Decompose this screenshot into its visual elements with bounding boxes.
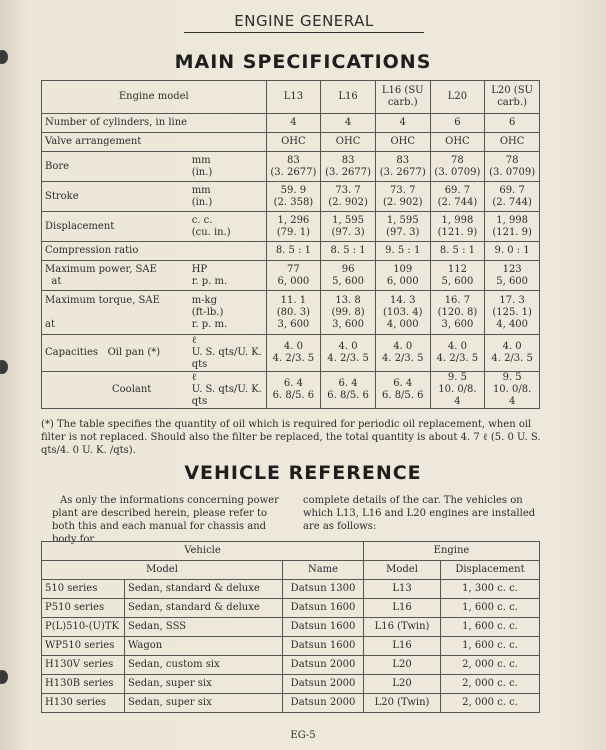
cell: 9. 5 : 1 bbox=[375, 242, 430, 261]
cell: 9. 0 : 1 bbox=[485, 242, 540, 261]
row-label bbox=[42, 335, 189, 372]
row-label: Bore bbox=[42, 152, 189, 182]
cell: 4 bbox=[375, 114, 430, 133]
row-label: Compression ratio bbox=[42, 242, 267, 261]
label: Capacities bbox=[45, 347, 99, 358]
table-row bbox=[42, 212, 540, 242]
vehicle-name: Datsun 2000 bbox=[283, 694, 364, 713]
vehicle-series: P510 series bbox=[42, 599, 125, 618]
column-header: Model bbox=[364, 561, 441, 580]
table-row bbox=[42, 335, 540, 372]
cell: 17. 3 (125. 1) 4, 400 bbox=[485, 291, 540, 335]
cell: OHC bbox=[321, 133, 376, 152]
cell: 9. 5 10. 0/8. 4 bbox=[485, 372, 540, 409]
cell: 1, 998 (121. 9) bbox=[485, 212, 540, 242]
section-header: ENGINE GENERAL bbox=[184, 12, 424, 33]
cell: 4. 0 4. 2/3. 5 bbox=[430, 335, 485, 372]
engine-model-header: Engine model bbox=[42, 81, 267, 114]
label: at bbox=[45, 318, 55, 330]
unit: r. p. m. bbox=[191, 275, 228, 287]
cell: 6. 4 6. 8/5. 6 bbox=[266, 372, 321, 409]
cell: 73. 7 (2. 902) bbox=[321, 182, 376, 212]
model-header: L20 bbox=[430, 81, 485, 114]
cell: 112 5, 600 bbox=[430, 261, 485, 291]
table-row bbox=[42, 561, 540, 580]
unit-cell bbox=[189, 372, 266, 409]
intro-paragraph-right: complete details of the car. The vehicles on which L13, L16 and L20 engines are installed are as follows: bbox=[303, 495, 536, 532]
engine-displacement: 1, 600 c. c. bbox=[441, 637, 540, 656]
cell: 6. 4 6. 8/5. 6 bbox=[375, 372, 430, 409]
main-specifications-table bbox=[41, 80, 540, 409]
vehicle-body: Sedan, custom six bbox=[125, 656, 283, 675]
table-row bbox=[42, 372, 540, 409]
vehicle-name: Datsun 1300 bbox=[283, 580, 364, 599]
vehicle-series: H130V series bbox=[42, 656, 125, 675]
engine-displacement: 2, 000 c. c. bbox=[441, 694, 540, 713]
cell: 78 (3. 0709) bbox=[430, 152, 485, 182]
vehicle-body: Sedan, SSS bbox=[125, 618, 283, 637]
vehicle-series: H130 series bbox=[42, 694, 125, 713]
table-row bbox=[42, 133, 540, 152]
table-row bbox=[42, 656, 540, 675]
page-number: EG-5 bbox=[290, 730, 316, 741]
engine-displacement: 1, 600 c. c. bbox=[441, 599, 540, 618]
cell: 78 (3. 0709) bbox=[485, 152, 540, 182]
unit: U. S. qts/U. K. qts bbox=[191, 347, 262, 370]
engine-model: L20 (Twin) bbox=[364, 694, 441, 713]
engine-model: L16 bbox=[364, 599, 441, 618]
cell: 73. 7 (2. 902) bbox=[375, 182, 430, 212]
cell: 1, 998 (121. 9) bbox=[430, 212, 485, 242]
cell: 8. 5 : 1 bbox=[321, 242, 376, 261]
label: Maximum power, SAE bbox=[45, 263, 157, 275]
cell: 96 5, 600 bbox=[321, 261, 376, 291]
engine-model: L16 bbox=[364, 637, 441, 656]
table-row bbox=[42, 618, 540, 637]
engine-displacement: 2, 000 c. c. bbox=[441, 656, 540, 675]
vehicle-name: Datsun 1600 bbox=[283, 637, 364, 656]
table-row bbox=[42, 542, 540, 561]
column-header: Displacement bbox=[441, 561, 540, 580]
column-header: Name bbox=[283, 561, 364, 580]
vehicle-series: H130B series bbox=[42, 675, 125, 694]
cell: 123 5, 600 bbox=[485, 261, 540, 291]
cell: 109 6, 000 bbox=[375, 261, 430, 291]
vehicle-name: Datsun 1600 bbox=[283, 599, 364, 618]
cell: 9. 5 10. 0/8. 4 bbox=[430, 372, 485, 409]
engine-model: L16 (Twin) bbox=[364, 618, 441, 637]
vehicle-series: P(L)510-(U)TK bbox=[42, 618, 125, 637]
cell: 83 (3. 2677) bbox=[375, 152, 430, 182]
vehicle-reference-title: VEHICLE REFERENCE bbox=[184, 462, 422, 484]
cell: 83 (3. 2677) bbox=[321, 152, 376, 182]
cell: OHC bbox=[485, 133, 540, 152]
unit: HP bbox=[191, 263, 208, 275]
unit: ℓ bbox=[191, 372, 197, 383]
unit: ℓ bbox=[191, 335, 197, 346]
row-label bbox=[42, 291, 189, 335]
vehicle-body: Sedan, super six bbox=[125, 694, 283, 713]
unit: U. S. qts/U. K. qts bbox=[191, 384, 262, 407]
unit: r. p. m. bbox=[191, 318, 228, 330]
unit: (ft-lb.) bbox=[191, 306, 224, 318]
table-row bbox=[42, 291, 540, 335]
unit-cell bbox=[189, 152, 266, 182]
cell: OHC bbox=[430, 133, 485, 152]
table-row bbox=[42, 261, 540, 291]
cell: 8. 5 : 1 bbox=[430, 242, 485, 261]
model-header: L16 bbox=[321, 81, 376, 114]
cell: 6 bbox=[430, 114, 485, 133]
cell: 4. 0 4. 2/3. 5 bbox=[375, 335, 430, 372]
row-label: Displacement bbox=[42, 212, 189, 242]
unit: mm bbox=[191, 184, 211, 196]
model-header: L16 (SU carb.) bbox=[375, 81, 430, 114]
vehicle-series: WP510 series bbox=[42, 637, 125, 656]
table-row bbox=[42, 114, 540, 133]
table-row bbox=[42, 694, 540, 713]
label: Oil pan (*) bbox=[107, 347, 161, 358]
cell: 14. 3 (103. 4) 4, 000 bbox=[375, 291, 430, 335]
vehicle-body: Wagon bbox=[125, 637, 283, 656]
intro-paragraph-left: As only the informations concerning power plant are described herein, please refer to both this and each manual for chassis and body for bbox=[52, 495, 279, 545]
table-row bbox=[42, 182, 540, 212]
binder-hole bbox=[0, 670, 8, 684]
binder-hole bbox=[0, 360, 8, 374]
cell: 77 6, 000 bbox=[266, 261, 321, 291]
cell: OHC bbox=[375, 133, 430, 152]
unit: m-kg bbox=[191, 294, 218, 306]
unit: c. c. bbox=[191, 214, 213, 226]
cell: 4. 0 4. 2/3. 5 bbox=[321, 335, 376, 372]
table-row bbox=[42, 81, 540, 114]
table-row bbox=[42, 242, 540, 261]
cell: 1, 595 (97. 3) bbox=[375, 212, 430, 242]
unit-cell bbox=[189, 212, 266, 242]
vehicle-group-header: Vehicle bbox=[42, 542, 364, 561]
row-label: Stroke bbox=[42, 182, 189, 212]
cell: 4. 0 4. 2/3. 5 bbox=[485, 335, 540, 372]
table-row bbox=[42, 152, 540, 182]
label: Maximum torque, SAE bbox=[45, 294, 160, 306]
cell: 13. 8 (99. 8) 3, 600 bbox=[321, 291, 376, 335]
table-row bbox=[42, 580, 540, 599]
cell: 6 bbox=[485, 114, 540, 133]
cell: 6. 4 6. 8/5. 6 bbox=[321, 372, 376, 409]
model-header: L13 bbox=[266, 81, 321, 114]
unit-cell bbox=[189, 335, 266, 372]
cell: 1, 595 (97. 3) bbox=[321, 212, 376, 242]
unit-cell bbox=[189, 261, 266, 291]
unit: (in.) bbox=[191, 166, 213, 178]
cell: 4. 0 4. 2/3. 5 bbox=[266, 335, 321, 372]
cell: 83 (3. 2677) bbox=[266, 152, 321, 182]
row-label: Number of cylinders, in line bbox=[42, 114, 267, 133]
unit: (cu. in.) bbox=[191, 226, 231, 238]
engine-displacement: 1, 300 c. c. bbox=[441, 580, 540, 599]
unit: mm bbox=[191, 154, 211, 166]
cell: OHC bbox=[266, 133, 321, 152]
cell: 69. 7 (2. 744) bbox=[485, 182, 540, 212]
cell: 8. 5 : 1 bbox=[266, 242, 321, 261]
vehicle-body: Sedan, standard & deluxe bbox=[125, 599, 283, 618]
cell: 11. 1 (80. 3) 3, 600 bbox=[266, 291, 321, 335]
vehicle-name: Datsun 2000 bbox=[283, 656, 364, 675]
engine-model: L13 bbox=[364, 580, 441, 599]
cell: 1, 296 (79. 1) bbox=[266, 212, 321, 242]
table-row bbox=[42, 599, 540, 618]
vehicle-reference-table bbox=[41, 541, 540, 713]
table-row bbox=[42, 675, 540, 694]
engine-displacement: 1, 600 c. c. bbox=[441, 618, 540, 637]
engine-group-header: Engine bbox=[364, 542, 540, 561]
column-header: Model bbox=[42, 561, 283, 580]
row-label: Coolant bbox=[42, 372, 189, 409]
cell: 4 bbox=[321, 114, 376, 133]
unit-cell bbox=[189, 182, 266, 212]
cell: 4 bbox=[266, 114, 321, 133]
cell: 16. 7 (120. 8) 3, 600 bbox=[430, 291, 485, 335]
cell: 59. 9 (2. 358) bbox=[266, 182, 321, 212]
model-header: L20 (SU carb.) bbox=[485, 81, 540, 114]
engine-model: L20 bbox=[364, 656, 441, 675]
main-specifications-title: MAIN SPECIFICATIONS bbox=[174, 51, 432, 73]
unit-cell bbox=[189, 291, 266, 335]
vehicle-body: Sedan, standard & deluxe bbox=[125, 580, 283, 599]
vehicle-name: Datsun 2000 bbox=[283, 675, 364, 694]
table-row bbox=[42, 637, 540, 656]
row-label bbox=[42, 261, 189, 291]
oil-capacity-note: (*) The table specifies the quantity of oil which is required for periodic oil replacement, when oil filter is not replaced. Should also the filter be replaced, the total quantity is about 4. 7 ℓ (5. 0 U. S. qts/4. 0 U. K. /qts). bbox=[41, 419, 541, 456]
engine-displacement: 2, 000 c. c. bbox=[441, 675, 540, 694]
vehicle-body: Sedan, super six bbox=[125, 675, 283, 694]
label: at bbox=[51, 275, 62, 287]
vehicle-name: Datsun 1600 bbox=[283, 618, 364, 637]
vehicle-series: 510 series bbox=[42, 580, 125, 599]
unit: (in.) bbox=[191, 196, 213, 208]
cell: 69. 7 (2. 744) bbox=[430, 182, 485, 212]
row-label: Valve arrangement bbox=[42, 133, 267, 152]
engine-model: L20 bbox=[364, 675, 441, 694]
